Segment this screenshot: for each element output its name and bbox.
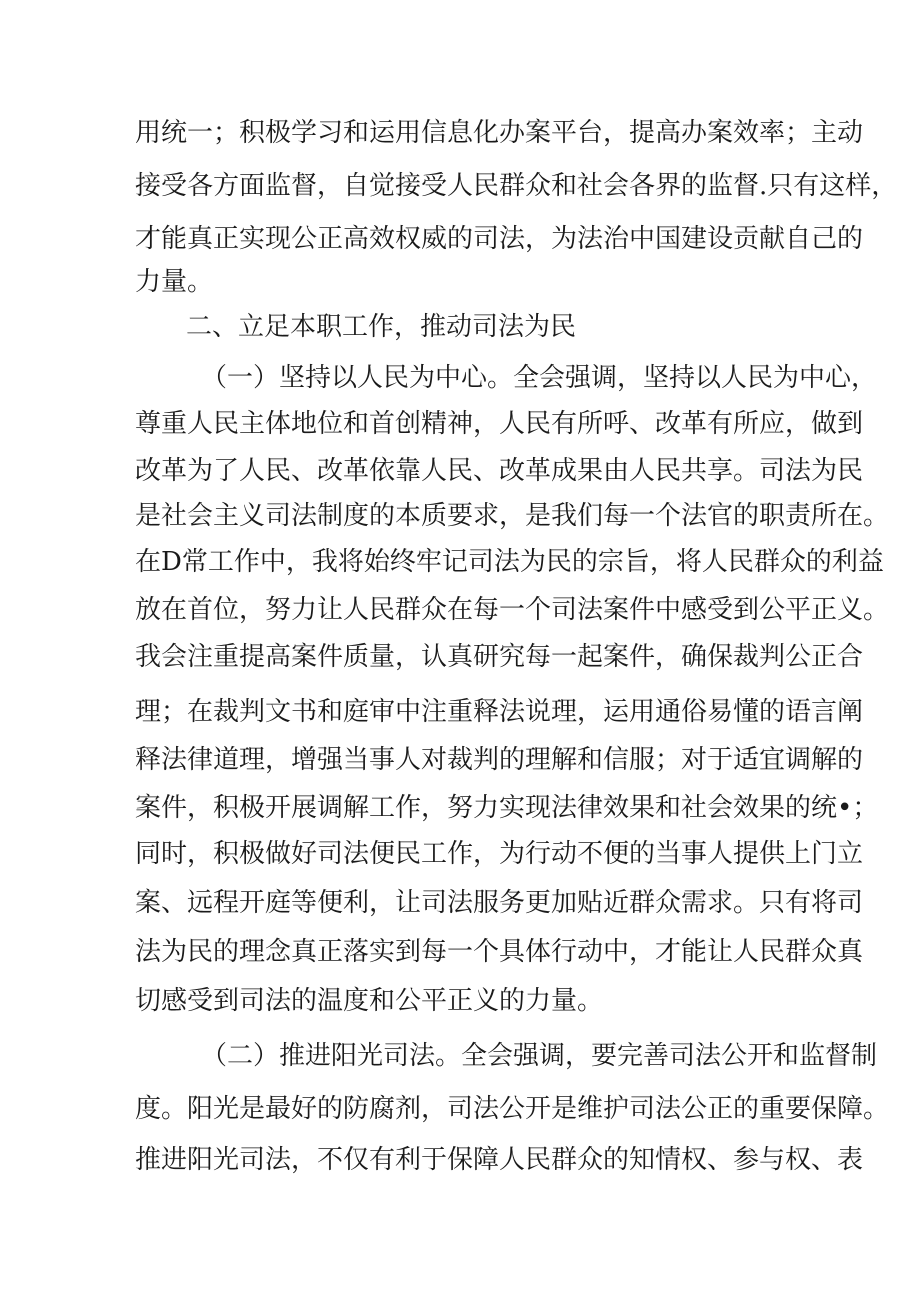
text-line: 用统一；积极学习和运用信息化办案平台，提高办案效率；主动 <box>135 118 864 148</box>
text-line: 改革为了人民、改革依靠人民、改革成果由人民共享。司法为民 <box>135 456 864 486</box>
text-line: 法为民的理念真正落实到每一个具体行动中，才能让人民群众真 <box>135 937 864 967</box>
section-heading: 二、立足本职工作，推动司法为民 <box>186 312 577 342</box>
text-line: 推进阳光司法，不仅有利于保障人民群众的知情权、参与权、表 <box>135 1145 864 1175</box>
text-line: 才能真正实现公正高效权威的司法，为法治中国建设贡献自己的 <box>135 224 864 254</box>
text-line: 案、远程开庭等便利，让司法服务更加贴近群众需求。只有将司 <box>135 888 864 918</box>
text-line: 力量。 <box>135 267 214 297</box>
text-line: 尊重人民主体地位和首创精神，人民有所呼、改革有所应，做到 <box>135 409 864 439</box>
text-line: 理；在裁判文书和庭审中注重释法说理，运用通俗易懂的语言阐 <box>135 697 864 727</box>
subsection-heading: （一）坚持以人民为中心。全会强调，坚持以人民为中心， <box>201 363 878 393</box>
text-line: 是社会主义司法制度的本质要求，是我们每一个法官的职责所在。 <box>135 501 890 531</box>
text-line: 切感受到司法的温度和公平正义的力量。 <box>135 986 604 1016</box>
subsection-heading: （二）推进阳光司法。全会强调，要完善司法公开和监督制 <box>201 1041 878 1071</box>
text-line: 在D常工作中，我将始终牢记司法为民的宗旨，将人民群众的利益 <box>135 547 884 577</box>
text-line: 案件，积极开展调解工作，努力实现法律效果和社会效果的统•； <box>135 793 879 823</box>
text-line: 放在首位，努力让人民群众在每一个司法案件中感受到公平正义。 <box>135 595 890 625</box>
text-line: 度。阳光是最好的防腐剂，司法公开是维护司法公正的重要保障。 <box>135 1094 890 1124</box>
text-line: 我会注重提高案件质量，认真研究每一起案件，确保裁判公正合 <box>135 642 864 672</box>
text-line: 释法律道理，增强当事人对裁判的理解和信服；对于适宜调解的 <box>135 745 864 775</box>
text-line: 同时，积极做好司法便民工作，为行动不便的当事人提供上门立 <box>135 839 864 869</box>
text-line: 接受各方面监督，自觉接受人民群众和社会各界的监督.只有这样， <box>135 171 898 201</box>
